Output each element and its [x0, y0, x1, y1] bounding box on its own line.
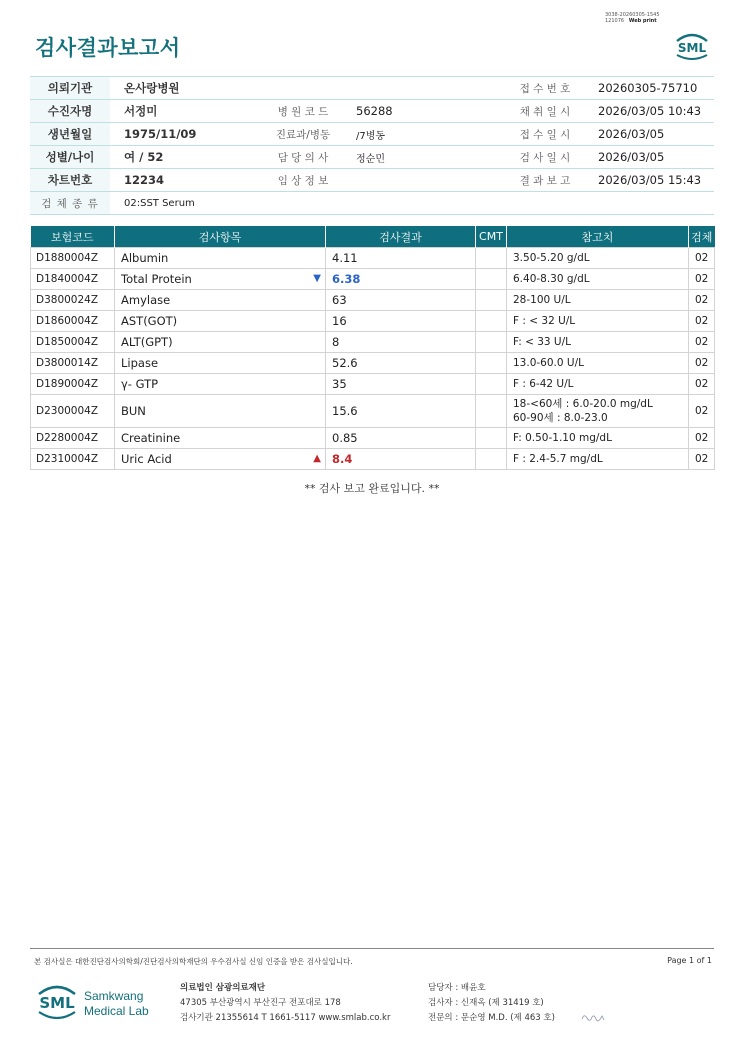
row-code: D2280004Z	[31, 428, 115, 449]
row-cmt	[476, 353, 507, 374]
row-result: 4.11	[326, 248, 476, 269]
signature-image	[580, 1011, 606, 1023]
row-item: ALT(GPT)	[115, 332, 326, 353]
requester-value: 온사랑병원	[110, 77, 506, 100]
row-item-cell	[115, 269, 326, 290]
row-specimen: 02	[689, 374, 715, 395]
high-flag-icon: ▲	[313, 453, 321, 464]
clinical-value	[342, 169, 506, 192]
row-specimen: 02	[689, 332, 715, 353]
tester: 검사자 : 신재옥 (제 31419 호)	[428, 998, 544, 1008]
dept-value: /7병동	[342, 123, 478, 146]
row-code: D2310004Z	[31, 449, 115, 470]
col-result: 검사결과	[326, 226, 476, 248]
table-row	[31, 449, 715, 470]
name-label: 수진자명	[30, 100, 110, 123]
row-item: Creatinine	[115, 428, 326, 449]
row-cmt	[476, 248, 507, 269]
staff-in-charge: 담당자 : 배윤호	[428, 983, 486, 993]
info-row	[30, 123, 714, 146]
row-result: 35	[326, 374, 476, 395]
row-item-cell	[115, 449, 326, 470]
sml-logo	[672, 27, 712, 63]
info-row	[30, 146, 714, 169]
hospital-code-value: 56288	[342, 100, 478, 123]
brand-name-2: Medical Lab	[84, 1004, 149, 1018]
org-name: 의료법인 삼광의료재단	[180, 983, 266, 993]
row-code: D1890004Z	[31, 374, 115, 395]
footer-divider	[30, 948, 714, 949]
row-cmt	[476, 374, 507, 395]
footer-logo-text: SML	[39, 994, 75, 1012]
row-ref: F : 6-42 U/L	[507, 374, 689, 395]
row-cmt	[476, 332, 507, 353]
row-ref: 28-100 U/L	[507, 290, 689, 311]
row-cmt	[476, 269, 507, 290]
report-label: 결 과 보 고	[506, 169, 584, 192]
row-result: 0.85	[326, 428, 476, 449]
chart-label: 차트번호	[30, 169, 110, 192]
patient-info-table	[30, 76, 714, 215]
row-cmt	[476, 449, 507, 470]
row-cmt	[476, 395, 507, 428]
row-specimen: 02	[689, 248, 715, 269]
table-row	[31, 332, 715, 353]
row-specimen: 02	[689, 290, 715, 311]
row-cmt	[476, 311, 507, 332]
table-row	[31, 311, 715, 332]
row-specimen: 02	[689, 395, 715, 428]
specimen-label: 검 체 종 류	[30, 192, 110, 215]
dept-label: 진료과/병동	[264, 123, 342, 146]
name-value: 서정미	[110, 100, 264, 123]
row-item: Albumin	[115, 248, 326, 269]
row-result: 52.6	[326, 353, 476, 374]
row-specimen: 02	[689, 269, 715, 290]
brand-name-1: Samkwang	[84, 989, 144, 1003]
org-info	[180, 981, 390, 1026]
row-specimen: 02	[689, 311, 715, 332]
row-ref-2: 60-90세 : 8.0-23.0	[513, 412, 608, 424]
collect-label: 채 취 일 시	[506, 100, 584, 123]
row-result: 15.6	[326, 395, 476, 428]
row-result: 63	[326, 290, 476, 311]
row-specimen: 02	[689, 428, 715, 449]
row-code: D1840004Z	[31, 269, 115, 290]
doctor-value: 정순민	[342, 146, 478, 169]
info-row	[30, 100, 714, 123]
results-header	[31, 226, 715, 248]
row-item: Total Protein	[121, 272, 192, 286]
row-item: AST(GOT)	[115, 311, 326, 332]
chart-value: 12234	[110, 169, 264, 192]
row-item: Uric Acid	[121, 452, 172, 466]
results-table	[30, 226, 715, 470]
row-code: D2300004Z	[31, 395, 115, 428]
col-cmt: CMT	[476, 226, 507, 248]
sml-logo-text: SML	[677, 41, 707, 55]
page-number: Page 1 of 1	[667, 956, 712, 965]
test-date-label: 검 사 일 시	[506, 146, 584, 169]
info-row	[30, 77, 714, 100]
row-code: D1850004Z	[31, 332, 115, 353]
sex-age-value: 여 / 52	[110, 146, 264, 169]
dob-value: 1975/11/09	[110, 123, 264, 146]
table-row	[31, 395, 715, 428]
row-cmt	[476, 290, 507, 311]
row-ref: F: 0.50-1.10 mg/dL	[507, 428, 689, 449]
row-ref: 13.0-60.0 U/L	[507, 353, 689, 374]
table-row	[31, 248, 715, 269]
receive-value: 2026/03/05	[584, 123, 714, 146]
row-ref: 6.40-8.30 g/dL	[507, 269, 689, 290]
web-print-stamp	[605, 12, 660, 24]
completion-note: ** 검사 보고 완료입니다. **	[304, 482, 440, 495]
org-contact: 검사기관 21355614 T 1661-5117 www.smlab.co.kr	[180, 1013, 391, 1023]
org-address: 47305 부산광역시 부산진구 전포대로 178	[180, 998, 341, 1008]
web-print-code: 3038-20260305-1545	[605, 12, 660, 18]
report-title: 검사결과보고서	[35, 36, 181, 60]
col-item: 검사항목	[115, 226, 326, 248]
receipt-no-label: 접 수 번 호	[506, 77, 584, 100]
specimen-value: 02:SST Serum	[110, 192, 714, 215]
dob-label: 생년월일	[30, 123, 110, 146]
row-code: D3800014Z	[31, 353, 115, 374]
receipt-no-value: 20260305-75710	[584, 77, 714, 100]
table-row	[31, 269, 715, 290]
row-item: BUN	[115, 395, 326, 428]
clinical-label: 임 상 정 보	[264, 169, 342, 192]
web-print-label: Web print	[628, 18, 657, 24]
staff-info	[428, 981, 555, 1026]
doctor-label: 담 당 의 사	[264, 146, 342, 169]
table-row	[31, 353, 715, 374]
col-code: 보험코드	[31, 226, 115, 248]
table-row	[31, 290, 715, 311]
hospital-code-label: 병 원 코 드	[264, 100, 342, 123]
row-code: D1860004Z	[31, 311, 115, 332]
low-flag-icon: ▼	[313, 273, 321, 284]
row-code: D1880004Z	[31, 248, 115, 269]
row-ref: F : 2.4-5.7 mg/dL	[507, 449, 689, 470]
report-value: 2026/03/05 15:43	[584, 169, 714, 192]
collect-value: 2026/03/05 10:43	[584, 100, 714, 123]
row-specimen: 02	[689, 449, 715, 470]
table-row	[31, 428, 715, 449]
row-ref-cell	[507, 395, 689, 428]
row-result-high: 8.4	[326, 449, 476, 470]
row-ref: F: < 33 U/L	[507, 332, 689, 353]
row-code: D3800024Z	[31, 290, 115, 311]
col-ref: 참고치	[507, 226, 689, 248]
row-specimen: 02	[689, 353, 715, 374]
samkwang-logo	[36, 980, 156, 1024]
row-ref: 3.50-5.20 g/dL	[507, 248, 689, 269]
row-ref: 18-<60세 : 6.0-20.0 mg/dL	[513, 398, 653, 410]
row-cmt	[476, 428, 507, 449]
receive-label: 접 수 일 시	[506, 123, 584, 146]
row-item: Lipase	[115, 353, 326, 374]
specialist: 전문의 : 문순영 M.D. (제 463 호)	[428, 1013, 555, 1023]
col-specimen: 검체	[689, 226, 715, 248]
row-result: 8	[326, 332, 476, 353]
row-result: 16	[326, 311, 476, 332]
row-item: γ- GTP	[115, 374, 326, 395]
info-row	[30, 169, 714, 192]
row-ref: F : < 32 U/L	[507, 311, 689, 332]
row-item: Amylase	[115, 290, 326, 311]
sex-age-label: 성별/나이	[30, 146, 110, 169]
info-row	[30, 192, 714, 215]
test-date-value: 2026/03/05	[584, 146, 714, 169]
row-result-low: 6.38	[326, 269, 476, 290]
requester-label: 의뢰기관	[30, 77, 110, 100]
certification-note: 본 검사실은 대한진단검사의학회/진단검사의학재단의 우수검사실 신임 인증을 받은 검사실입니다.	[34, 957, 353, 966]
web-print-sub: 121076	[605, 18, 625, 24]
table-row	[31, 374, 715, 395]
